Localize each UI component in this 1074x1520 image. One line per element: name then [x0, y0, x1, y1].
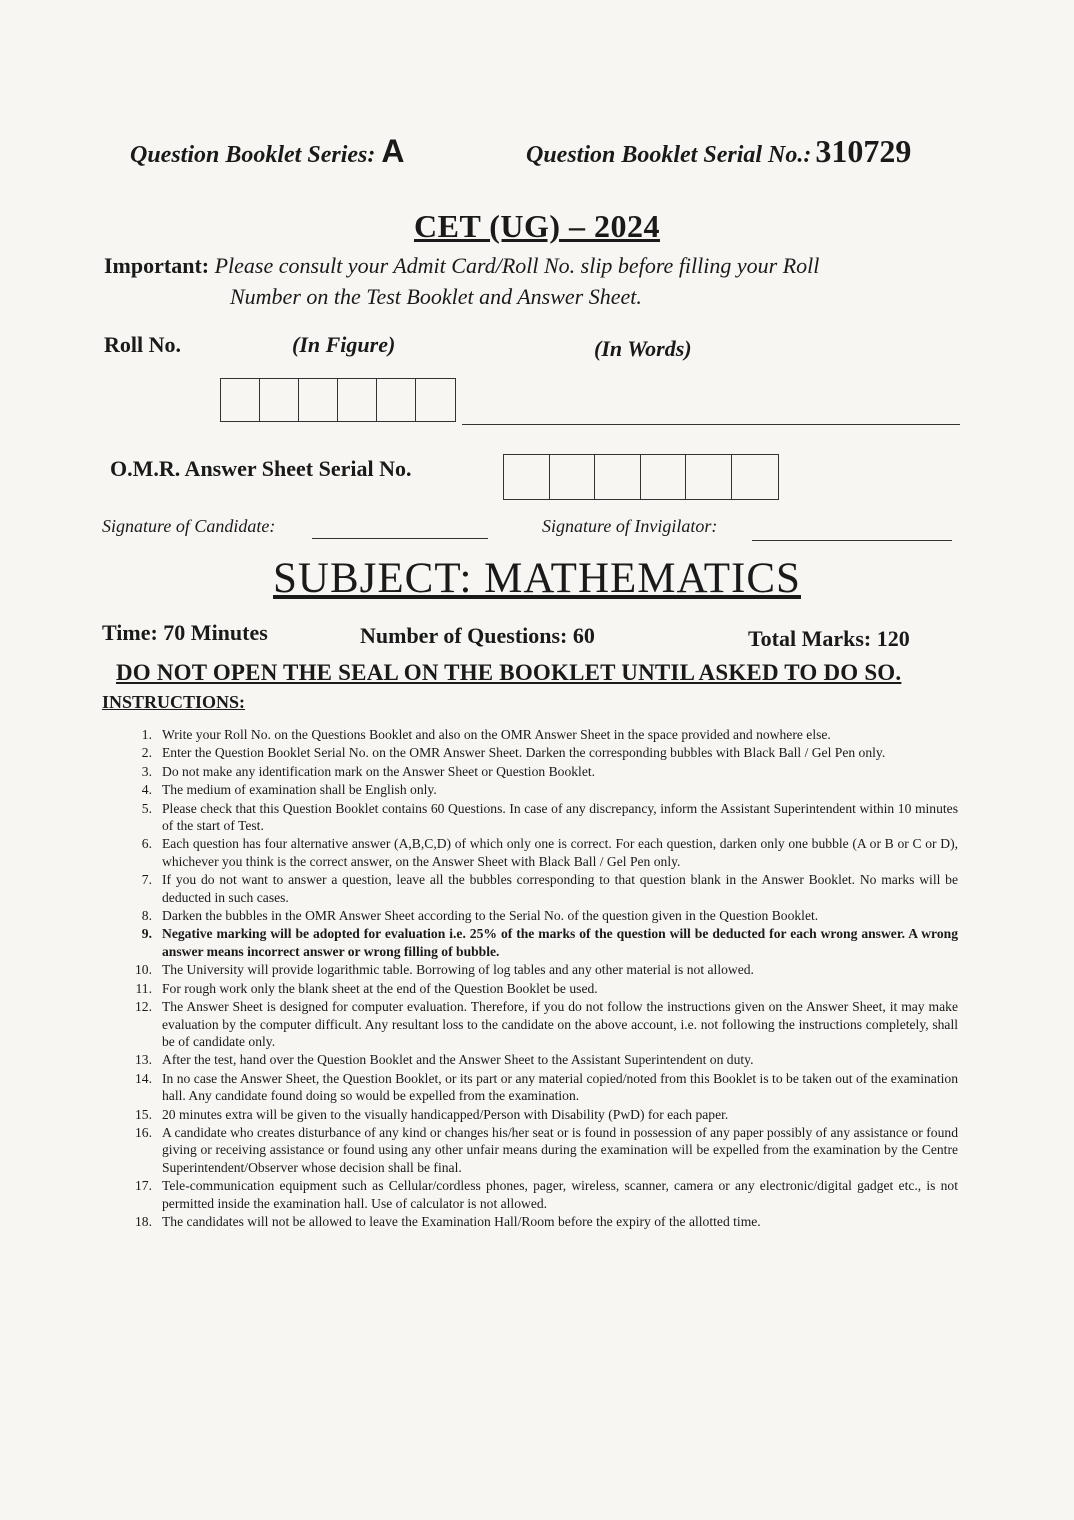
instruction-item [128, 925, 958, 960]
series-value: A [381, 133, 405, 169]
instruction-text: For rough work only the blank sheet at the end of the Question Booklet be used. [162, 980, 598, 996]
instruction-item [128, 1177, 958, 1212]
instruction-number: 13. [135, 1052, 152, 1068]
instruction-item [128, 1051, 958, 1068]
instruction-item [128, 998, 958, 1050]
instruction-text: Negative marking will be adopted for evaluation i.e. 25% of the marks of the question will be deducted for each wrong answer. A wrong answer means incorrect answer or wrong filling of bubble. [162, 926, 958, 959]
instruction-text: Enter the Question Booklet Serial No. on the OMR Answer Sheet. Darken the corresponding bubbles with Black Ball / Gel Pen only. [162, 745, 886, 761]
instruction-text: Tele-communication equipment such as Cellular/cordless phones, pager, wireless, scanner, camera or any electronic/digital gadget etc., is not permitted inside the examination hall. Use of calculator is not allowed. [162, 1178, 958, 1211]
instruction-item [128, 763, 958, 780]
omr-serial-label: O.M.R. Answer Sheet Serial No. [110, 456, 412, 481]
subject-title: SUBJECT: MATHEMATICS [273, 555, 801, 602]
instruction-number: 14. [135, 1070, 152, 1086]
instruction-item [128, 1106, 958, 1123]
instruction-text: The medium of examination shall be English only. [162, 782, 437, 798]
omr-digit-box[interactable] [686, 455, 732, 499]
important-note [104, 250, 974, 312]
important-text-line2: Number on the Test Booklet and Answer Sheet. [230, 284, 642, 309]
seal-warning: DO NOT OPEN THE SEAL ON THE BOOKLET UNTIL ASKED TO DO SO. [116, 660, 902, 685]
exam-title: CET (UG) – 2024 [413, 208, 661, 244]
instruction-text: Write your Roll No. on the Questions Booklet and also on the OMR Answer Sheet in the space provided and nowhere else. [162, 727, 831, 742]
marks-stat: Total Marks: 120 [748, 626, 910, 651]
instruction-number: 3. [141, 763, 152, 779]
roll-digit-box[interactable] [416, 379, 455, 421]
instruction-item [128, 961, 958, 978]
instruction-number: 6. [141, 836, 152, 852]
instruction-item [128, 1213, 958, 1230]
omr-digit-box[interactable] [641, 455, 687, 499]
serial-label: Question Booklet Serial No.: [526, 142, 812, 168]
important-text-line1: Please consult your Admit Card/Roll No. slip before filling your Roll [214, 253, 820, 278]
instruction-text: After the test, hand over the Question Booklet and the Answer Sheet to the Assistant Superintendent on duty. [162, 1052, 754, 1068]
instruction-text: 20 minutes extra will be given to the visually handicapped/Person with Disability (PwD) for each paper. [162, 1106, 729, 1122]
instruction-item [128, 781, 958, 798]
important-label: Important: [104, 253, 210, 278]
omr-digit-box[interactable] [732, 455, 778, 499]
instruction-number: 2. [141, 745, 152, 761]
instruction-item [128, 726, 958, 743]
omr-digit-box[interactable] [550, 455, 596, 499]
candidate-signature-line[interactable] [312, 538, 488, 539]
roll-label: Roll No. [104, 332, 181, 357]
instruction-number: 1. [141, 727, 152, 742]
roll-digit-box[interactable] [377, 379, 416, 421]
instruction-item [128, 835, 958, 870]
time-stat: Time: 70 Minutes [102, 620, 268, 645]
instruction-item [128, 1124, 958, 1176]
instruction-text: A candidate who creates disturbance of any kind or changes his/her seat or is found in possession of any paper possibly of any assistance or found giving or receiving assistance or found using any other unfair means during the examination will be expelled from the examination by the Centre Superintendent/Observer whose decision shall be final. [162, 1124, 958, 1175]
instruction-text: The candidates will not be allowed to leave the Examination Hall/Room before the expiry of the allotted time. [162, 1213, 761, 1229]
booklet-header [130, 130, 950, 178]
omr-digit-box[interactable] [595, 455, 641, 499]
omr-digit-box[interactable] [504, 455, 550, 499]
invigilator-signature-line[interactable] [752, 540, 952, 541]
instruction-item [128, 800, 958, 835]
instruction-number: 5. [141, 800, 152, 816]
roll-number-boxes[interactable] [220, 378, 456, 422]
instruction-item [128, 744, 958, 761]
roll-number-row [104, 332, 964, 366]
serial-value: 310729 [815, 133, 912, 169]
instructions-heading: INSTRUCTIONS: [102, 692, 246, 712]
roll-in-words-label: (In Words) [594, 336, 692, 361]
roll-digit-box[interactable] [338, 379, 377, 421]
instruction-number: 17. [135, 1178, 152, 1194]
instruction-text: In no case the Answer Sheet, the Question Booklet, or its part or any material copied/noted from this Booklet is to be taken out of the examination hall. Any candidate found doing so would be expelled from the examination. [162, 1070, 958, 1104]
serial-field [526, 133, 911, 170]
roll-in-figure-label: (In Figure) [292, 332, 396, 357]
instruction-item [128, 907, 958, 924]
series-label: Question Booklet Series: [130, 142, 376, 168]
instruction-text: Do not make any identification mark on the Answer Sheet or Question Booklet. [162, 763, 596, 779]
instruction-number: 12. [135, 999, 152, 1015]
series-field [130, 133, 404, 170]
instruction-item [128, 980, 958, 997]
instruction-number: 16. [135, 1124, 152, 1140]
instruction-item [128, 1070, 958, 1105]
instruction-number: 8. [141, 908, 152, 924]
signature-row [102, 516, 962, 546]
roll-in-words-line[interactable] [462, 424, 960, 425]
instruction-text: Each question has four alternative answer (A,B,C,D) of which only one is correct. For each question, darken only one bubble (A or B or C or D), whichever you think is the correct answer, on the Answer Sheet with Black Ball / Gel Pen only. [162, 836, 958, 869]
instruction-number: 7. [141, 872, 152, 888]
instruction-text: The Answer Sheet is designed for computer evaluation. Therefore, if you do not follow the instructions given on the Answer Sheet, it may make evaluation by the computer difficult. Any resultant loss to the candidate on the above account, i.e. not following the instructions completely, shall be of candidate only. [162, 999, 958, 1049]
instruction-number: 9. [141, 926, 152, 942]
instruction-item [128, 871, 958, 906]
instruction-text: Please check that this Question Booklet contains 60 Questions. In case of any discrepancy, inform the Assistant Superintendent within 10 minutes of the start of Test. [162, 800, 958, 834]
roll-digit-box[interactable] [221, 379, 260, 421]
instruction-number: 15. [135, 1106, 152, 1122]
instruction-number: 11. [135, 980, 152, 996]
instruction-text: Darken the bubbles in the OMR Answer Sheet according to the Serial No. of the question given in the Question Booklet. [162, 908, 819, 924]
instruction-number: 10. [135, 962, 152, 978]
instruction-number: 18. [135, 1213, 152, 1229]
omr-serial-boxes[interactable] [503, 454, 779, 500]
roll-digit-box[interactable] [260, 379, 299, 421]
instruction-text: The University will provide logarithmic table. Borrowing of log tables and any other material is not allowed. [162, 962, 754, 978]
candidate-signature-label: Signature of Candidate: [102, 516, 276, 536]
invigilator-signature-label: Signature of Invigilator: [542, 516, 718, 536]
questions-stat: Number of Questions: 60 [360, 623, 595, 648]
instruction-text: If you do not want to answer a question, leave all the bubbles corresponding to that question blank in the Answer Booklet. No marks will be deducted in such cases. [162, 872, 958, 905]
instruction-number: 4. [141, 782, 152, 798]
instructions-list [128, 726, 958, 1231]
roll-digit-box[interactable] [299, 379, 338, 421]
